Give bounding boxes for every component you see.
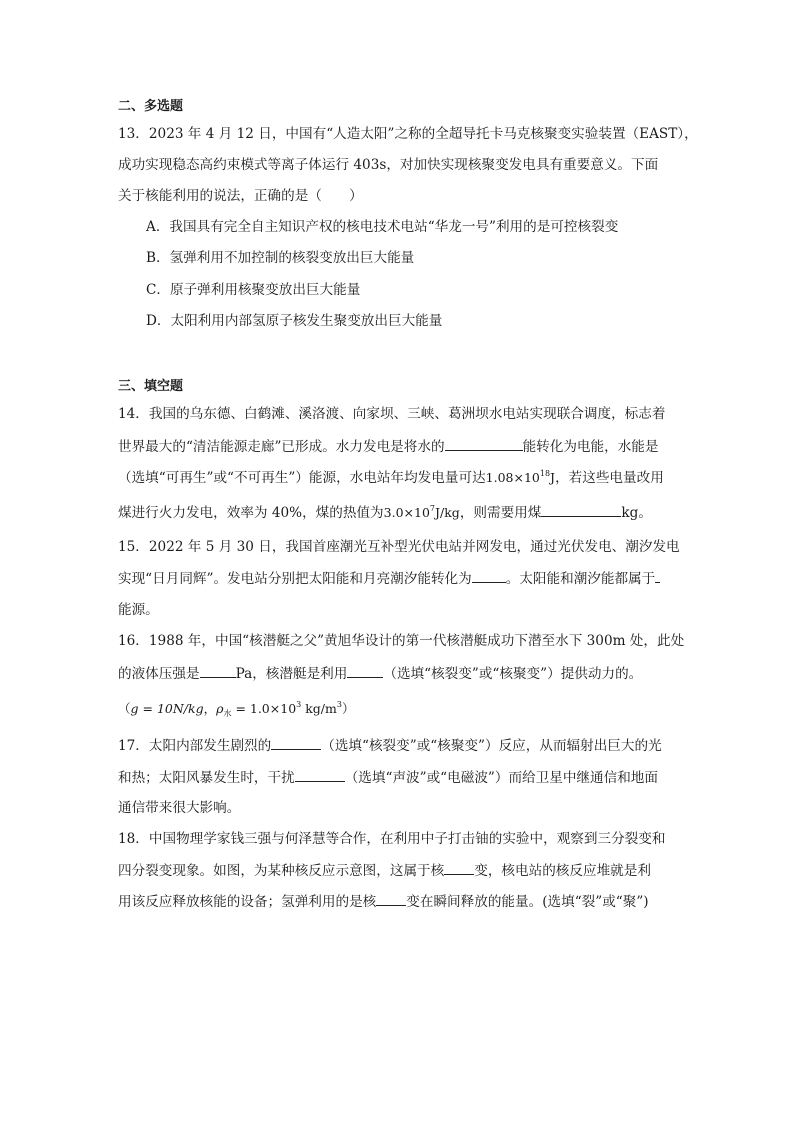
answer-blank[interactable] [200, 663, 236, 678]
q15-line-1: 15．2022 年 5 月 30 日，我国首座潮光互补型光伏电站并网发电，通过光伏发电、潮汐发电 [118, 539, 680, 555]
q17-text: 17．太阳内部发生剧烈的 [118, 738, 272, 754]
q18-line-3 [118, 891, 649, 912]
q18-text: 变，核电站的核反应堆就是利 [474, 863, 651, 879]
answer-blank[interactable] [445, 436, 523, 451]
answer-blank[interactable] [444, 860, 474, 875]
q14-line-3 [118, 467, 664, 488]
gravity-constant: g = 10N/kg [130, 701, 204, 716]
answer-blank[interactable] [655, 568, 660, 583]
q16-text: 的液体压强是 [118, 666, 200, 682]
q14-line-1: 14．我国的乌东德、白鹤滩、溪洛渡、向家坝、三峡、葛洲坝水电站实现联合调度，标志着 [118, 406, 666, 422]
q15-text: 实现“日月同辉”。发电站分别把太阳能和月亮潮汐能转化为 [118, 571, 472, 587]
q14-text: 世界最大的“清洁能源走廊”已形成。水力发电是将水的 [118, 439, 445, 455]
answer-blank[interactable] [347, 663, 383, 678]
q16-given-values: （g = 10N/kg，$\rho_水 = 1.0\times 10^3$ $kg/m^3$） [118, 700, 355, 718]
rho-symbol: ρ [216, 701, 224, 716]
q17-line-1 [118, 735, 662, 756]
q13-option-c: C．原子弹利用核聚变放出巨大能量 [146, 282, 361, 298]
q18-text: 变在瞬间释放的能量。(选填“裂”或“聚”) [406, 894, 649, 910]
q14-text: （选填“可再生”或“不可再生”）能源，水电站年均发电量可达 [118, 470, 486, 486]
heat-value: $3.0\times 10^7J/kg$ [383, 504, 460, 520]
q16-line-2 [118, 663, 642, 684]
q17-line-2 [118, 767, 658, 788]
q13-option-d: D．太阳利用内部氢原子核发生聚变放出巨大能量 [146, 313, 443, 329]
q17-line-3: 通信带来很大影响。 [118, 800, 241, 816]
q16-text: （选填“核裂变”或“核聚变”）提供动力的。 [383, 666, 643, 682]
q17-text: （选填“声波”或“电磁波”）而给卫星中继通信和地面 [344, 770, 658, 786]
q14-text: kg。 [621, 505, 652, 521]
q17-text: 和热；太阳风暴发生时，干扰 [118, 770, 295, 786]
q16-text: Pa，核潜艇是利用 [235, 666, 348, 682]
answer-blank[interactable] [472, 568, 506, 583]
q13-line-3: 关于核能利用的说法，正确的是（ ） [118, 188, 363, 204]
q18-line-1: 18．中国物理学家钱三强与何泽慧等合作，在利用中子打击铀的实验中，观察到三分裂变和 [118, 831, 666, 847]
answer-blank[interactable] [541, 502, 621, 517]
q15-line-3: 能源。 [118, 602, 159, 618]
energy-value: $1.08\times 10^{18}J$ [485, 469, 556, 485]
q13-line-2: 成功实现稳态高约束模式等离子体运行 403s，对加快实现核聚变发电具有重要意义。下面 [118, 157, 659, 173]
q15-text: 。太阳能和潮汐能都属于 [505, 571, 656, 587]
q14-text: ，若这些电量改用 [555, 470, 664, 486]
q14-line-4 [118, 502, 652, 523]
q18-line-2 [118, 860, 651, 881]
q14-text: ，则需要用煤 [459, 505, 542, 521]
q14-text: 煤进行火力发电，效率为 40%，煤的热值为 [118, 505, 384, 521]
section-heading-multiple-choice: 二、多选题 [118, 99, 184, 114]
section-heading-fill-in: 三、填空题 [118, 379, 184, 394]
q13-option-b: B．氢弹利用不加控制的核裂变放出巨大能量 [146, 250, 415, 266]
q18-text: 四分裂变现象。如图，为某种核反应示意图，这属于核 [118, 863, 445, 879]
answer-blank[interactable] [295, 767, 345, 782]
q14-line-2 [118, 436, 659, 457]
answer-blank[interactable] [376, 891, 406, 906]
q13-line-1: 13．2023 年 4 月 12 日，中国有“人造太阳”之称的全超导托卡马克核聚变实验装置（EAST）， [118, 126, 698, 142]
q18-text: 用该反应释放核能的设备；氢弹利用的是核 [118, 894, 377, 910]
q13-option-a: A．我国具有完全自主知识产权的核电技术电站“华龙一号”利用的是可控核裂变 [146, 219, 619, 235]
q15-line-2 [118, 568, 660, 589]
q14-text: 能转化为电能，水能是 [522, 439, 659, 455]
q16-line-1: 16．1988 年，中国“核潜艇之父”黄旭华设计的第一代核潜艇成功下潜至水下 300m 处，此处 [118, 633, 685, 649]
answer-blank[interactable] [271, 735, 321, 750]
q17-text: （选填“核裂变”或“核聚变”）反应，从而辐射出巨大的光 [321, 738, 662, 754]
